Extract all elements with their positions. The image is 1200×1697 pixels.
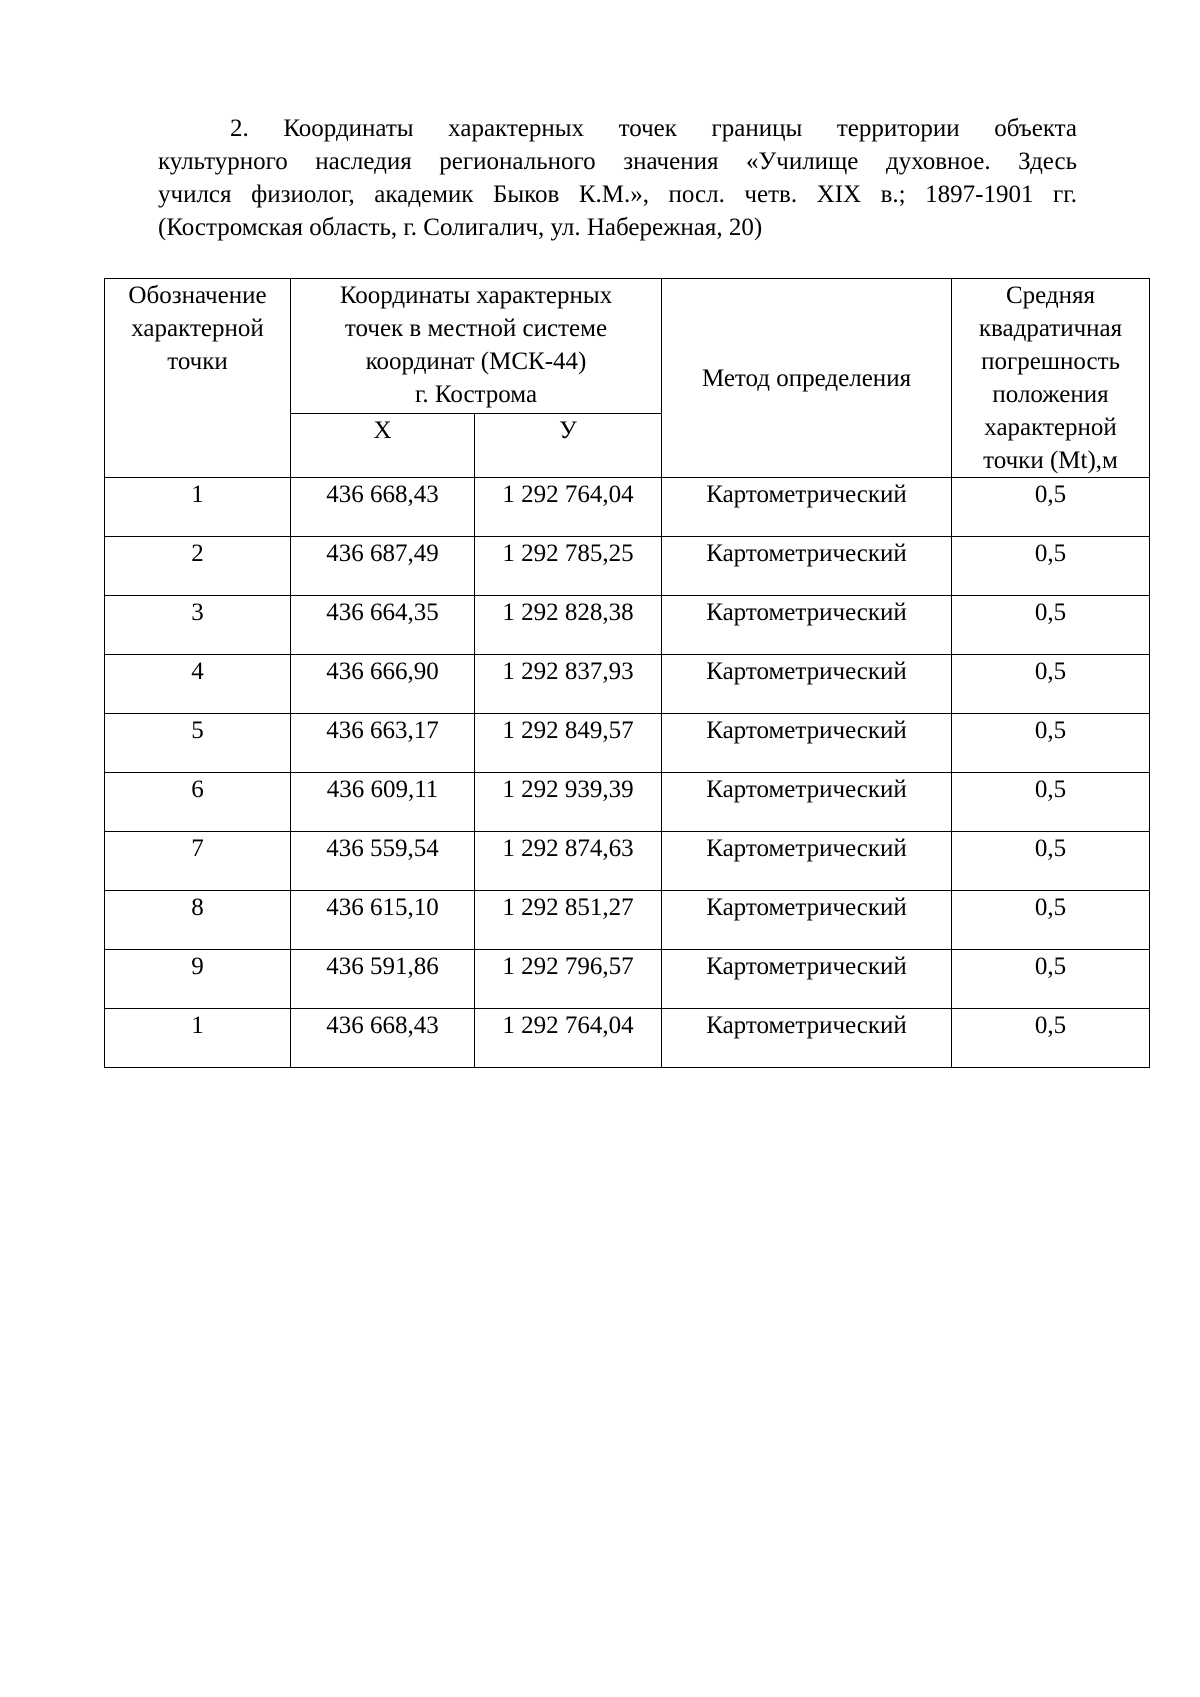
table-row — [105, 537, 1150, 596]
table-row — [105, 655, 1150, 714]
cell-x: 436 559,54 — [291, 832, 475, 891]
header-x: Х — [291, 414, 475, 478]
cell-y: 1 292 764,04 — [475, 478, 662, 537]
cell-error: 0,5 — [952, 714, 1150, 773]
table-row — [105, 773, 1150, 832]
cell-y: 1 292 851,27 — [475, 891, 662, 950]
cell-y: 1 292 796,57 — [475, 950, 662, 1009]
cell-method: Картометрический — [662, 773, 952, 832]
cell-method: Картометрический — [662, 537, 952, 596]
table-row — [105, 832, 1150, 891]
cell-method: Картометрический — [662, 714, 952, 773]
cell-point: 4 — [105, 655, 291, 714]
header-mean-square-error: Средняя квадратичная погрешность положения характерной точки (Mt),м — [952, 279, 1150, 478]
cell-error: 0,5 — [952, 832, 1150, 891]
cell-y: 1 292 939,39 — [475, 773, 662, 832]
heading-line: (Костромская область, г. Солигалич, ул. Набережная, 20) — [158, 214, 763, 241]
cell-error: 0,5 — [952, 1009, 1150, 1068]
table-row — [105, 714, 1150, 773]
table-row — [105, 950, 1150, 1009]
cell-error: 0,5 — [952, 537, 1150, 596]
cell-x: 436 664,35 — [291, 596, 475, 655]
cell-error: 0,5 — [952, 950, 1150, 1009]
cell-x: 436 666,90 — [291, 655, 475, 714]
cell-method: Картометрический — [662, 832, 952, 891]
cell-x: 436 609,11 — [291, 773, 475, 832]
cell-x: 436 591,86 — [291, 950, 475, 1009]
section-heading — [158, 112, 1077, 244]
cell-point: 3 — [105, 596, 291, 655]
coordinates-table — [104, 278, 1150, 1068]
cell-y: 1 292 849,57 — [475, 714, 662, 773]
cell-point: 1 — [105, 478, 291, 537]
table-row — [105, 596, 1150, 655]
table-row — [105, 891, 1150, 950]
cell-method: Картометрический — [662, 478, 952, 537]
header-y: У — [475, 414, 662, 478]
cell-y: 1 292 828,38 — [475, 596, 662, 655]
cell-x: 436 663,17 — [291, 714, 475, 773]
table-row — [105, 478, 1150, 537]
cell-method: Картометрический — [662, 655, 952, 714]
cell-x: 436 687,49 — [291, 537, 475, 596]
cell-y: 1 292 764,04 — [475, 1009, 662, 1068]
cell-y: 1 292 785,25 — [475, 537, 662, 596]
header-point-designation: Обозначение характерной точки — [105, 279, 291, 478]
cell-method: Картометрический — [662, 950, 952, 1009]
cell-error: 0,5 — [952, 655, 1150, 714]
cell-method: Картометрический — [662, 1009, 952, 1068]
cell-point: 7 — [105, 832, 291, 891]
heading-line: учился физиолог, академик Быков К.М.», посл. четв. XIX в.; 1897-1901 гг. — [158, 181, 1077, 208]
cell-point: 8 — [105, 891, 291, 950]
cell-error: 0,5 — [952, 891, 1150, 950]
header-method: Метод определения — [662, 279, 952, 478]
heading-line: культурного наследия регионального значения «Училище духовное. Здесь — [158, 148, 1077, 175]
cell-point: 1 — [105, 1009, 291, 1068]
cell-error: 0,5 — [952, 478, 1150, 537]
cell-x: 436 615,10 — [291, 891, 475, 950]
cell-method: Картометрический — [662, 596, 952, 655]
cell-point: 5 — [105, 714, 291, 773]
cell-point: 6 — [105, 773, 291, 832]
cell-error: 0,5 — [952, 773, 1150, 832]
cell-y: 1 292 874,63 — [475, 832, 662, 891]
cell-y: 1 292 837,93 — [475, 655, 662, 714]
header-coordinates: Координаты характерных точек в местной системе координат (МСК-44) г. Кострома — [291, 279, 662, 414]
cell-point: 2 — [105, 537, 291, 596]
cell-x: 436 668,43 — [291, 1009, 475, 1068]
table-row — [105, 1009, 1150, 1068]
cell-x: 436 668,43 — [291, 478, 475, 537]
cell-method: Картометрический — [662, 891, 952, 950]
cell-error: 0,5 — [952, 596, 1150, 655]
heading-line: 2. Координаты характерных точек границы территории объекта — [230, 115, 1077, 142]
cell-point: 9 — [105, 950, 291, 1009]
